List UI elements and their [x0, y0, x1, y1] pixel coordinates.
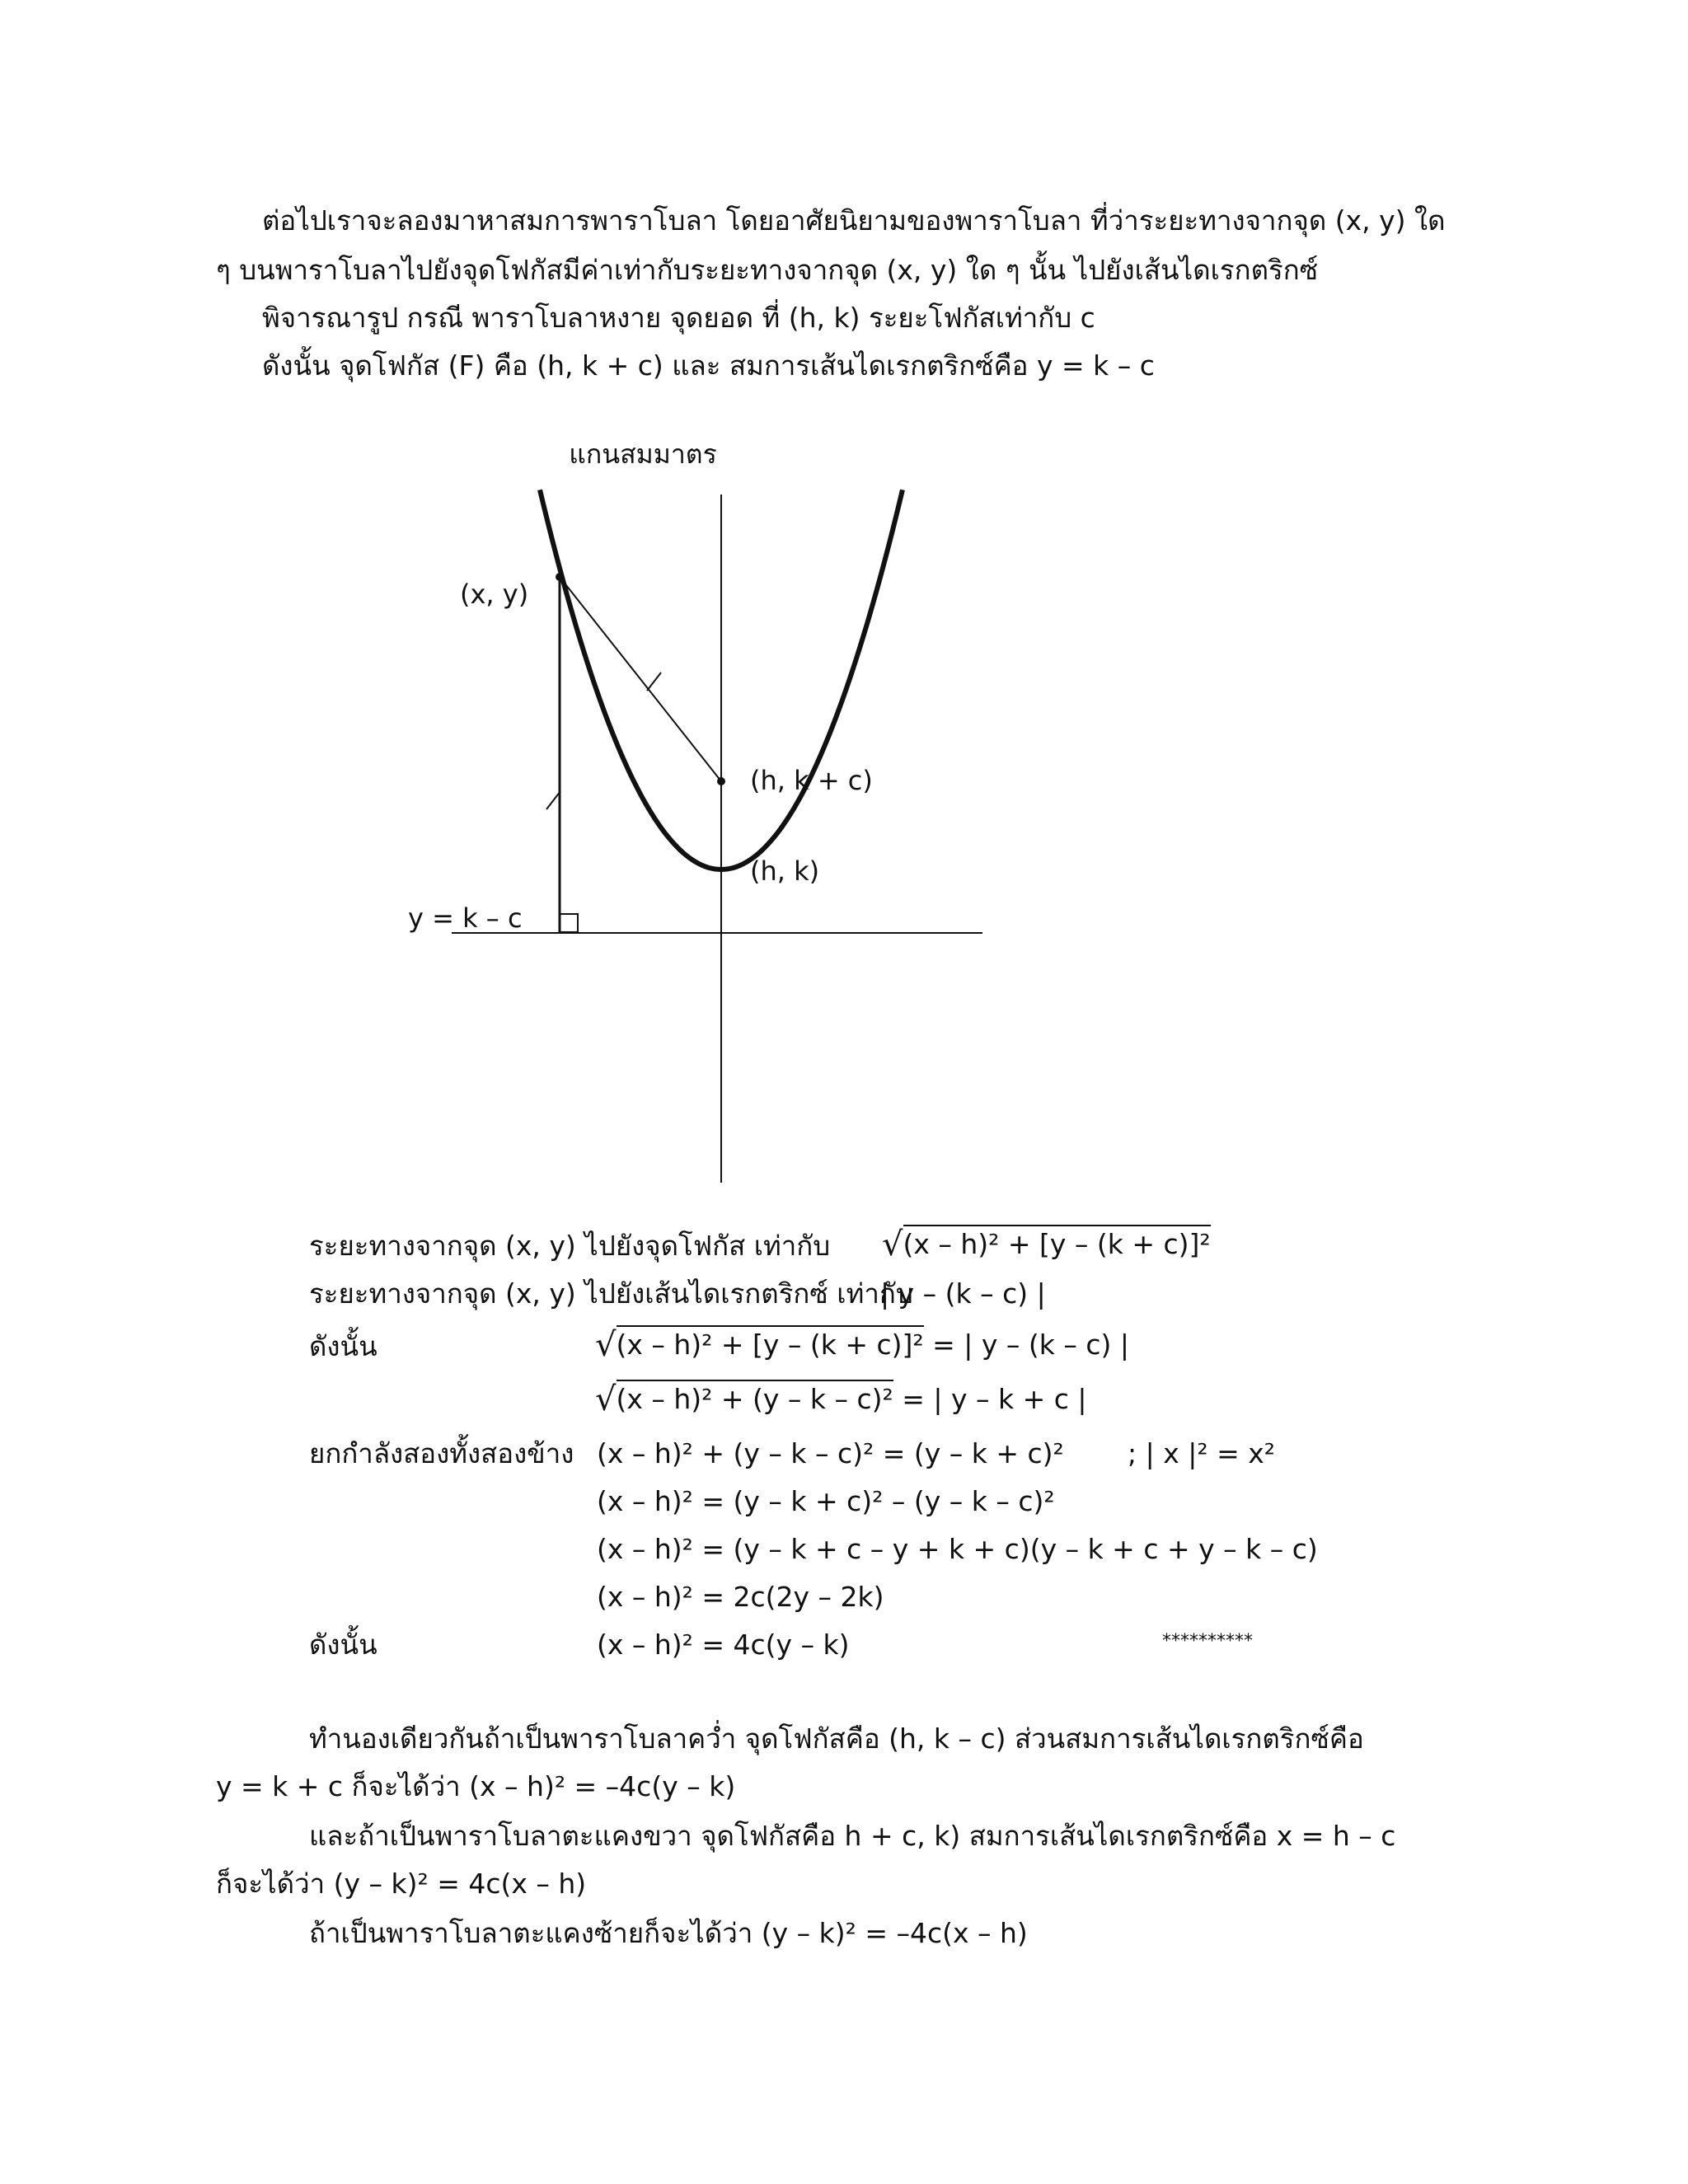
- equal-tick-focus: [647, 673, 661, 691]
- equation-row-4: (x – h)² = (y – k + c)² – (y – k – c)²: [597, 1485, 1055, 1517]
- point-xy-label: (x, y): [460, 579, 529, 610]
- axis-of-symmetry-label: แกนสมมาตร: [569, 438, 717, 470]
- directrix-label: y = k – c: [408, 902, 523, 934]
- focus-point: [717, 777, 725, 785]
- final-equation: (x – h)² = 4c(y – k): [597, 1629, 850, 1661]
- closing-line-2: y = k + c ก็จะได้ว่า (x – h)² = –4c(y – k): [216, 1770, 736, 1802]
- equation-row-2-radicand: (x – h)² + (y – k – c)²: [617, 1380, 893, 1415]
- equation-row-2: √(x – h)² + (y – k – c)² = | y – k + c |: [595, 1380, 1087, 1418]
- dist-focus-expr: √(x – h)² + [y – (k + c)]²: [882, 1226, 1211, 1263]
- dist-directrix-text: ระยะทางจากจุด (x, y) ไปยังเส้นไดเรกตริกซ์ เท่ากับ: [309, 1277, 913, 1310]
- closing-line-3: และถ้าเป็นพาราโบลาตะแคงขวา จุดโฟกัสคือ h + c, k) สมการเส้นไดเรกตริกซ์คือ x = h – c: [309, 1820, 1396, 1852]
- vertex-label: (h, k): [750, 855, 820, 887]
- intro-line-2: ๆ บนพาราโบลาไปยังจุดโฟกัสมีค่าเท่ากับระยะทางจากจุด (x, y) ใด ๆ นั้น ไปยังเส้นไดเรกตริกซ์: [216, 254, 1319, 286]
- parabola-figure: [363, 429, 1039, 1198]
- equation-row-3: (x – h)² + (y – k – c)² = (y – k + c)²: [597, 1437, 1064, 1469]
- therefore-label-2: ดังนั้น: [309, 1629, 377, 1661]
- square-both-sides-label: ยกกำลังสองทั้งสองข้าง: [309, 1437, 574, 1469]
- equal-tick-directrix: [546, 791, 560, 809]
- equation-row-1-rhs: = | y – (k – c) |: [932, 1329, 1130, 1361]
- intro-line-3: พิจารณารูป กรณี พาราโบลาหงาย จุดยอด ที่ (h, k) ระยะโฟกัสเท่ากับ c: [262, 302, 1095, 334]
- end-marker: **********: [1162, 1631, 1253, 1652]
- intro-line-1: ต่อไปเราจะลองมาหาสมการพาราโบลา โดยอาศัยนิยามของพาราโบลา ที่ว่าระยะทางจากจุด (x, y) ใด: [262, 204, 1446, 237]
- equation-row-1-radicand: (x – h)² + [y – (k + c)]²: [617, 1325, 924, 1361]
- distance-to-focus: [560, 577, 721, 781]
- closing-line-1: ทำนองเดียวกันถ้าเป็นพาราโบลาคว่ำ จุดโฟกัสคือ (h, k – c) ส่วนสมการเส้นไดเรกตริกซ์คือ: [309, 1722, 1364, 1755]
- intro-line-4: ดังนั้น จุดโฟกัส (F) คือ (h, k + c) และ สมการเส้นไดเรกตริกซ์คือ y = k – c: [262, 349, 1155, 382]
- equation-row-6: (x – h)² = 2c(2y – 2k): [597, 1581, 884, 1613]
- equation-row-5: (x – h)² = (y – k + c – y + k + c)(y – k + c + y – k – c): [597, 1533, 1318, 1565]
- dist-focus-text: ระยะทางจากจุด (x, y) ไปยังจุดโฟกัส เท่ากับ: [309, 1230, 831, 1262]
- equation-row-1: √(x – h)² + [y – (k + c)]² = | y – (k – c) |: [595, 1326, 1130, 1364]
- equation-row-2-rhs: = | y – k + c |: [902, 1383, 1087, 1415]
- therefore-label-1: ดังนั้น: [309, 1330, 377, 1362]
- focus-label: (h, k + c): [750, 765, 873, 796]
- closing-line-5: ถ้าเป็นพาราโบลาตะแคงซ้ายก็จะได้ว่า (y – k)² = –4c(x – h): [309, 1917, 1028, 1949]
- dist-directrix-expr: | y – (k – c) |: [880, 1277, 1046, 1310]
- right-angle-marker: [560, 914, 578, 932]
- dist-focus-radicand: (x – h)² + [y – (k + c)]²: [903, 1225, 1211, 1260]
- point-xy: [556, 573, 564, 581]
- closing-line-4: ก็จะได้ว่า (y – k)² = 4c(x – h): [216, 1868, 587, 1900]
- abs-square-note: ; | x |² = x²: [1128, 1437, 1275, 1469]
